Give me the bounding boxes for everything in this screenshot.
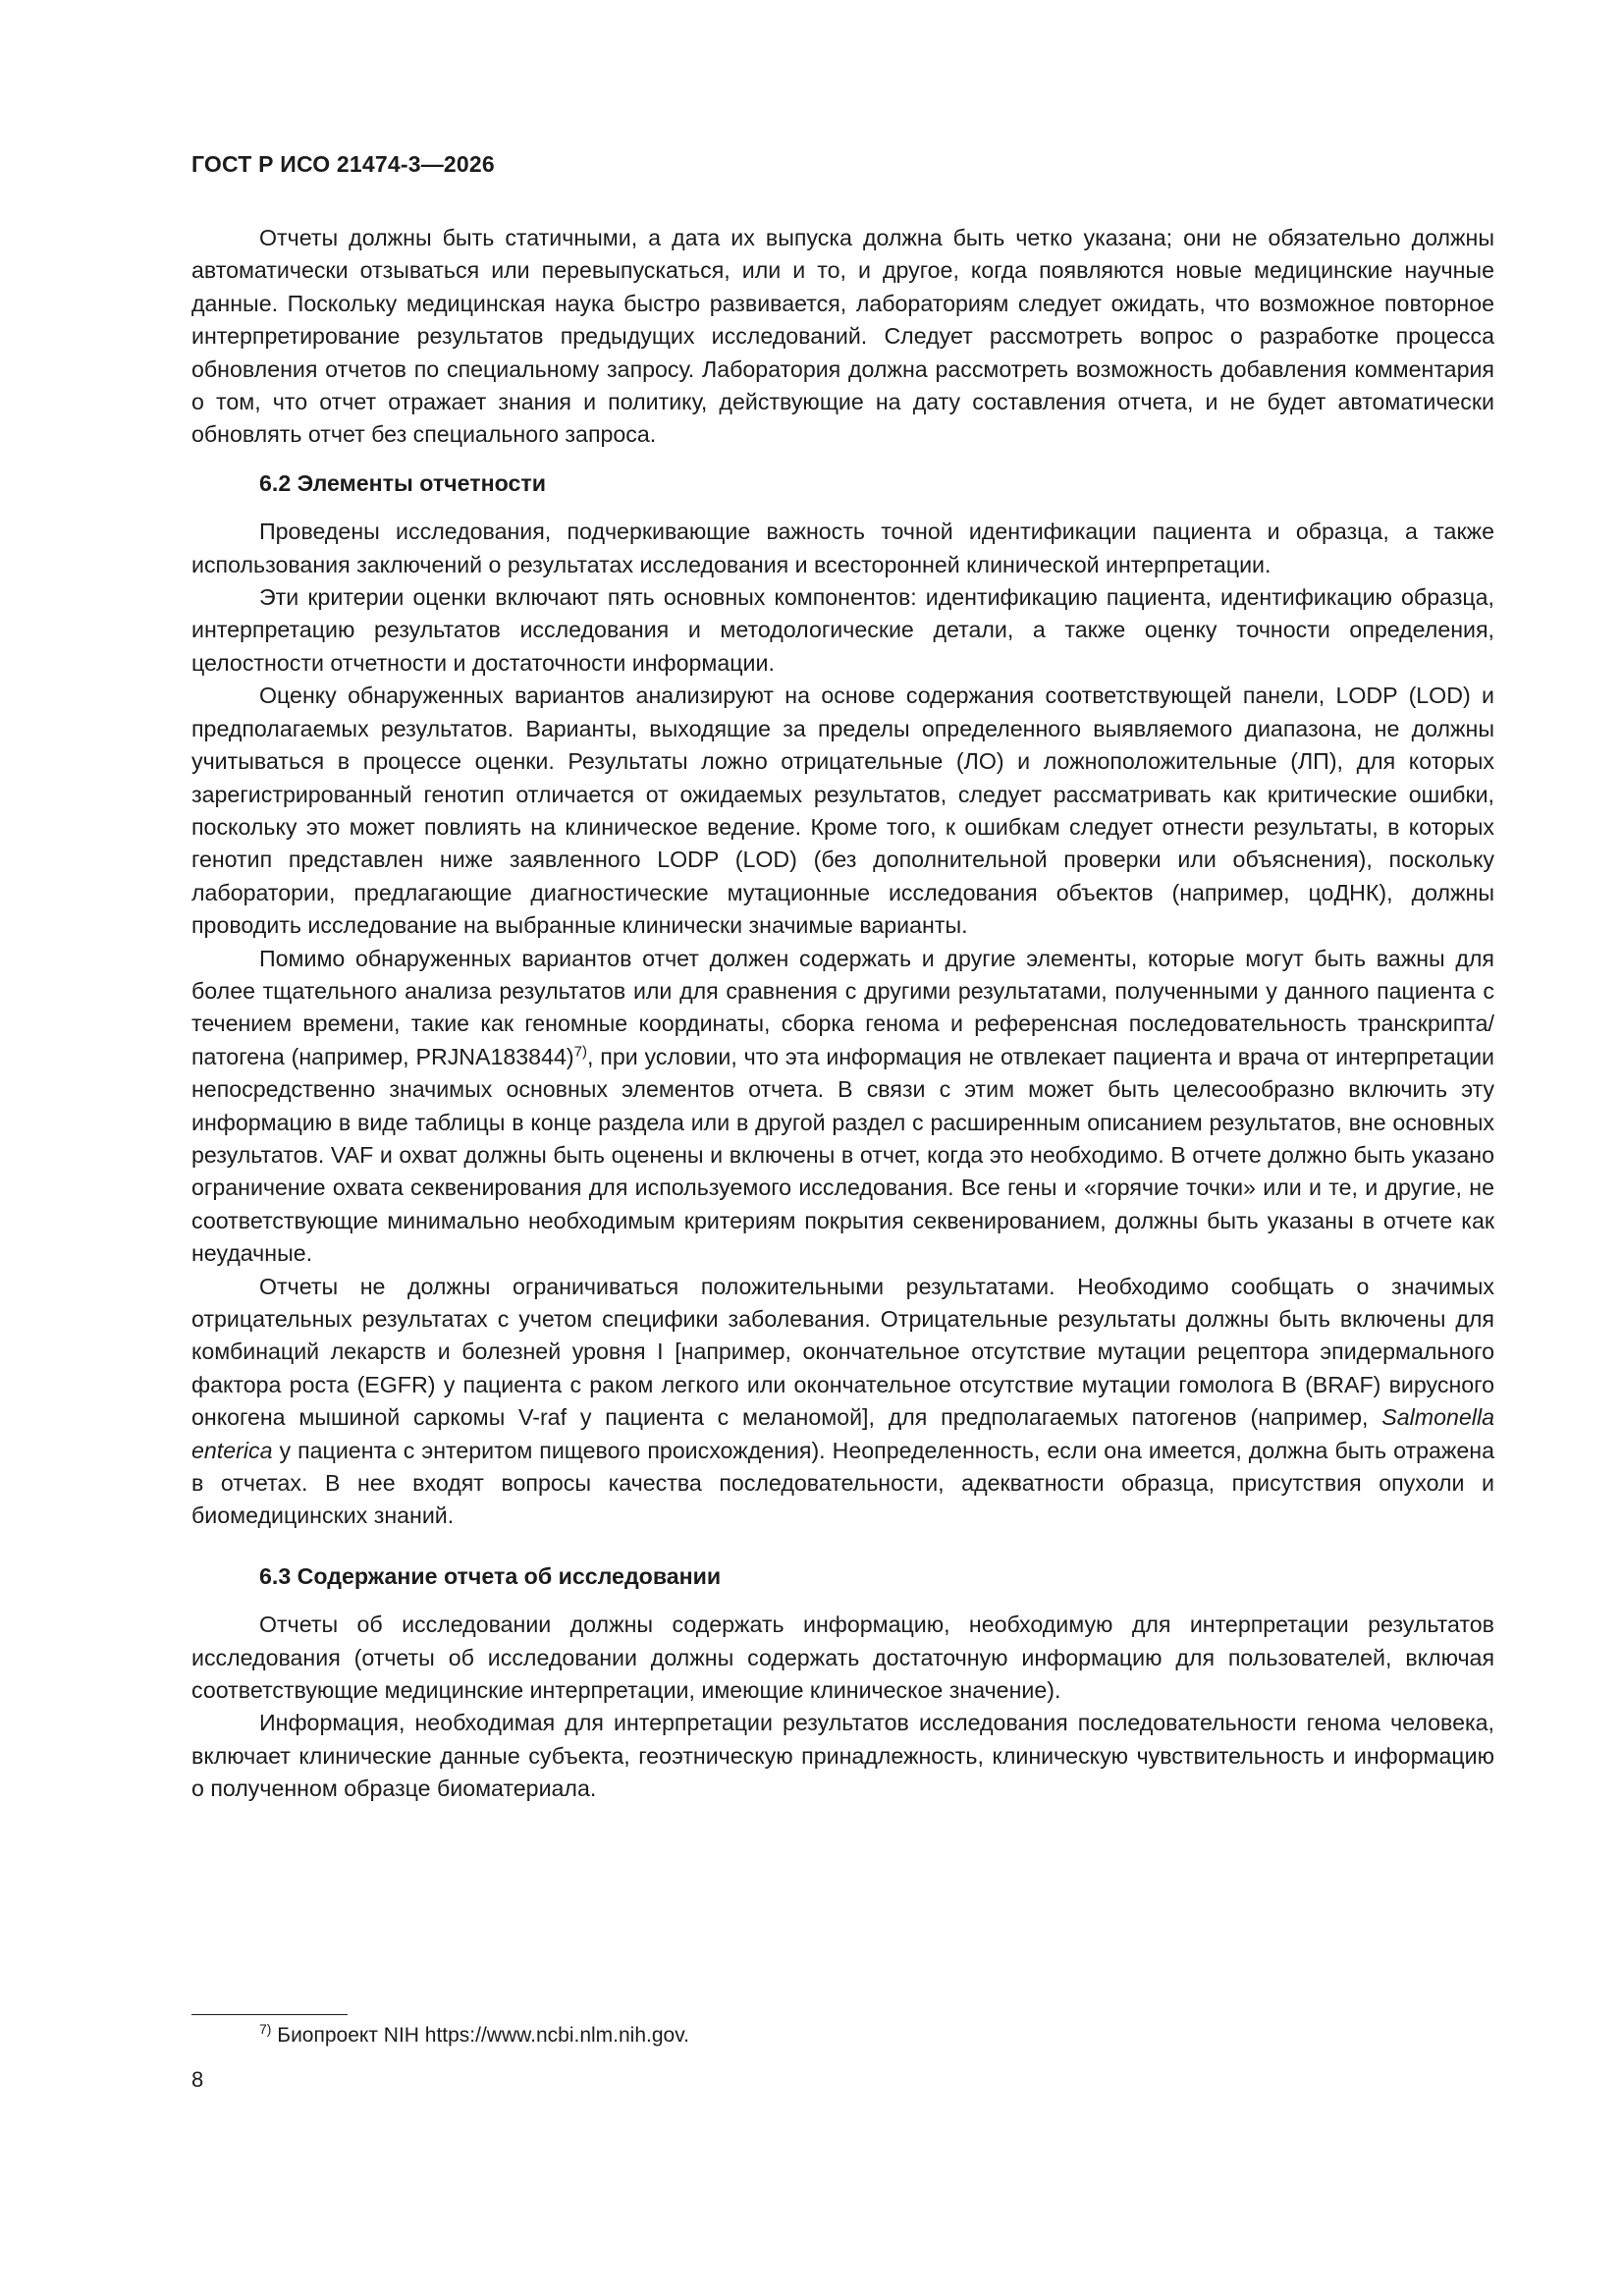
paragraph-text: Отчеты не должны ограничиваться положительными результатами. Необходимо сообщать о значимых отрицательных результатах с учетом специфики заболевания. Отрицательные результаты должны быть включены для комбинаций лекарств и болезней уровня I [например, окончательное отсутствие мутации рецептора эпидермального фактора роста (EGFR) у пациента с раком легкого или окончательное отсутствие мутации гомолога B (BRAF) вирусного онкогена мышиной саркомы V-raf у пациента с меланомой], для предполагаемых патогенов (например, [191, 1273, 1494, 1431]
footnote-text: Биопроект NIH https://www.ncbi.nlm.nih.gov. [277, 2024, 689, 2047]
paragraph-studies: Проведены исследования, подчеркивающие важность точной идентификации пациента и образца, а также использования заключений о результатах исследования и всесторонней клинической интерпретации. [191, 519, 1494, 577]
paragraph-other-elements [191, 943, 1494, 1271]
footnote-separator [191, 2014, 348, 2015]
paragraph-criteria: Эти критерии оценки включают пять основных компонентов: идентификацию пациента, идентификацию образца, интерпретацию результатов исследования и методологические детали, а также оценку точности определения, целостности отчетности и достаточности информации. [191, 584, 1494, 676]
page-number: 8 [191, 2067, 204, 2092]
paragraph-negative-results [191, 1271, 1494, 1533]
paragraph-reports-static: Отчеты должны быть статичными, а дата их выпуска должна быть четко указана; они не обязательно должны автоматически отзываться или перевыпускаться, или и то, и другое, когда появляются новые медицинские научные данные. Поскольку медицинская наука быстро развивается, лабораториям следует ожидать, что возможное повторное интерпретирование результатов предыдущих исследований. Следует рассмотреть вопрос о разработке процесса обновления отчетов по специальному запросу. Лаборатория должна рассмотреть возможность добавления комментария о том, что отчет отражает знания и политику, действующие на дату составления отчета, и не будет автоматически обновлять отчет без специального запроса. [191, 225, 1494, 448]
footnote-reference[interactable]: 7) [573, 1043, 587, 1061]
section-heading-6-3: 6.3 Содержание отчета об исследовании [259, 1562, 722, 1589]
document-header: ГОСТ Р ИСО 21474-3—2026 [191, 151, 495, 177]
paragraph-text: , при условии, что эта информация не отвлекает пациента и врача от интерпретации непосредственно значимых основных элементов отчета. В связи с этим может быть целесообразно включить эту информацию в виде таблицы в конце раздела или в другой раздел с расширенным описанием результатов, вне основных результатов. VAF и охват должны быть оценены и включены в отчет, когда это необходимо. В отчете должно быть указано ограничение охвата секвенирования для используемого исследования. Все гены и «горячие точки» или и те, и другие, не соответствующие минимально необходимым критериям покрытия секвенированием, должны быть указаны в отчете как неудачные. [191, 1043, 1494, 1267]
paragraph-genome-info: Информация, необходимая для интерпретации результатов исследования последовательности генома человека, включает клинические данные субъекта, геоэтническую принадлежность, клиническую чувствительность и информацию о полученном образце биоматериала. [191, 1710, 1494, 1802]
footnote-marker: 7) [259, 2021, 272, 2037]
document-body [191, 222, 1494, 1806]
paragraph-report-content: Отчеты об исследовании должны содержать информацию, необходимую для интерпретации результатов исследования (отчеты об исследовании должны содержать достаточную информацию для пользователей, включая соответствующие медицинские интерпретации, имеющие клиническое значение). [191, 1612, 1494, 1704]
paragraph-text: Помимо обнаруженных вариантов отчет должен содержать и другие элементы, которые могут быть важны для более тщательного анализа результатов или для сравнения с другими результатами, полученными у данного пациента с течением времени, такие как геномные координаты, сборка генома и референсная последовательность транскрипта/патогена (например, PRJNA183844) [191, 945, 1494, 1069]
paragraph-variant-assessment: Оценку обнаруженных вариантов анализируют на основе содержания соответствующей панели, LODP (LOD) и предполагаемых результатов. Варианты, выходящие за пределы определенного выявляемого диапазона, не должны учитываться в процессе оценки. Результаты ложно отрицательные (ЛО) и ложноположительные (ЛП), для которых зарегистрированный генотип отличается от ожидаемых результатов, следует рассматривать как критические ошибки, поскольку это может повлиять на клиническое ведение. Кроме того, к ошибкам следует отнести результаты, в которых генотип представлен ниже заявленного LODP (LOD) (без дополнительной проверки или объяснения), поскольку лаборатории, предлагающие диагностические мутационные исследования объектов (например, цоДНК), должны проводить исследование на выбранные клинически значимые варианты. [191, 683, 1494, 939]
species-name: Salmonella enterica [191, 1404, 1494, 1463]
section-heading-6-2: 6.2 Элементы отчетности [259, 469, 546, 496]
paragraph-text: у пациента с энтеритом пищевого происхождения). Неопределенность, если она имеется, должна быть отражена в отчетах. В нее входят вопросы качества последовательности, адекватности образца, присутствия опухоли и биомедицинских знаний. [191, 1437, 1494, 1529]
footnote [259, 2021, 689, 2050]
